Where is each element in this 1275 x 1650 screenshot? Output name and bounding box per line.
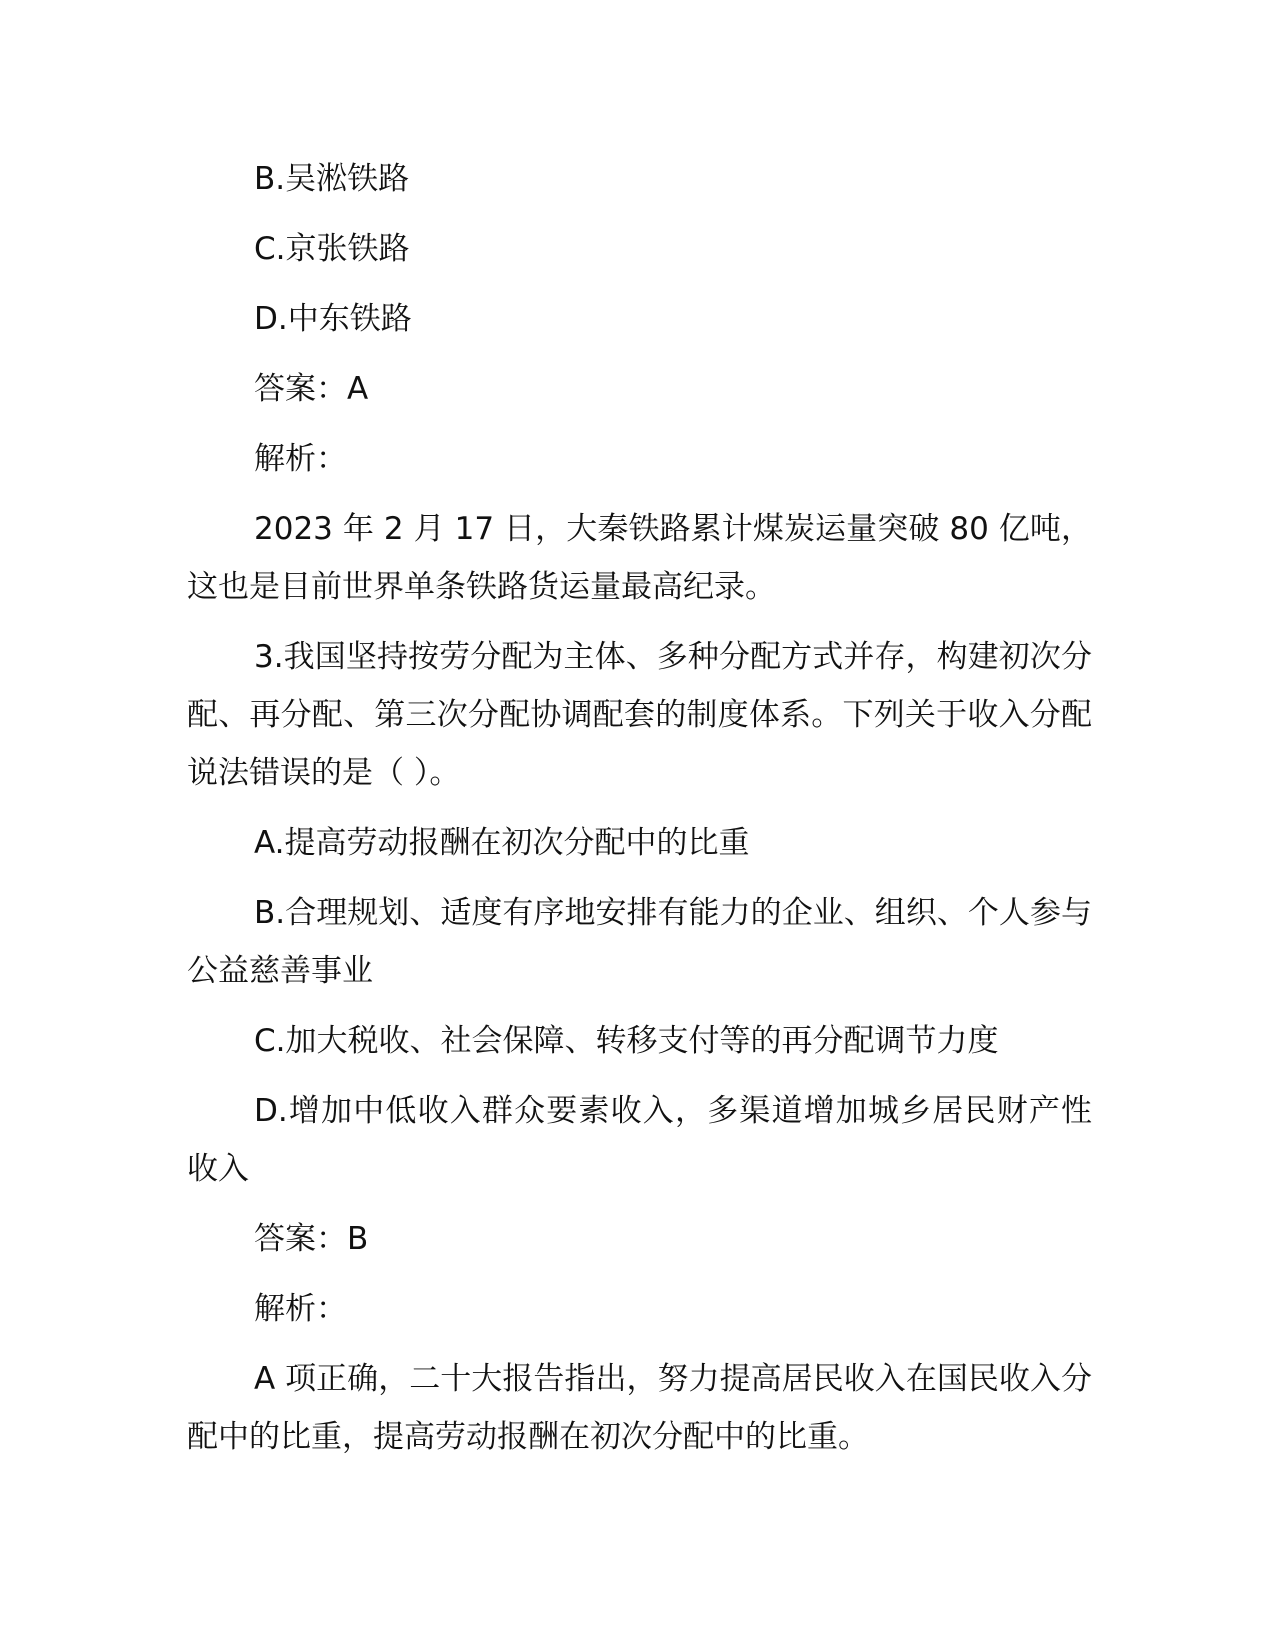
question-3-analysis-text: A 项正确，二十大报告指出，努力提高居民收入在国民收入分配中的比重，提高劳动报酬在初次分配中的比重。 (187, 1361, 1092, 1455)
question-3-option-c: C.加大税收、社会保障、转移支付等的再分配调节力度 (254, 1023, 999, 1059)
question-3-option-b: B.合理规划、适度有序地安排有能力的企业、组织、个人参与公益慈善事业 (187, 895, 1092, 989)
option-d-prev-question: D.中东铁路 (254, 301, 412, 337)
option-b-prev-question: B.吴淞铁路 (254, 161, 410, 197)
analysis-text-prev-question: 2023 年 2 月 17 日，大秦铁路累计煤炭运量突破 80 亿吨，这也是目前世界单条铁路货运量最高纪录。 (187, 511, 1092, 605)
question-3-analysis-label: 解析： (254, 1291, 347, 1327)
answer-prev-question: 答案：A (254, 371, 369, 407)
analysis-label-prev-question: 解析： (254, 441, 347, 477)
question-3-option-a: A.提高劳动报酬在初次分配中的比重 (254, 825, 750, 861)
option-c-prev-question: C.京张铁路 (254, 231, 410, 267)
question-3-answer: 答案：B (254, 1221, 369, 1257)
question-3-option-d: D.增加中低收入群众要素收入，多渠道增加城乡居民财产性收入 (187, 1093, 1092, 1187)
question-3-stem: 3.我国坚持按劳分配为主体、多种分配方式并存，构建初次分配、再分配、第三次分配协调配套的制度体系。下列关于收入分配说法错误的是（ ）。 (187, 639, 1092, 791)
document-body (187, 150, 1092, 1478)
